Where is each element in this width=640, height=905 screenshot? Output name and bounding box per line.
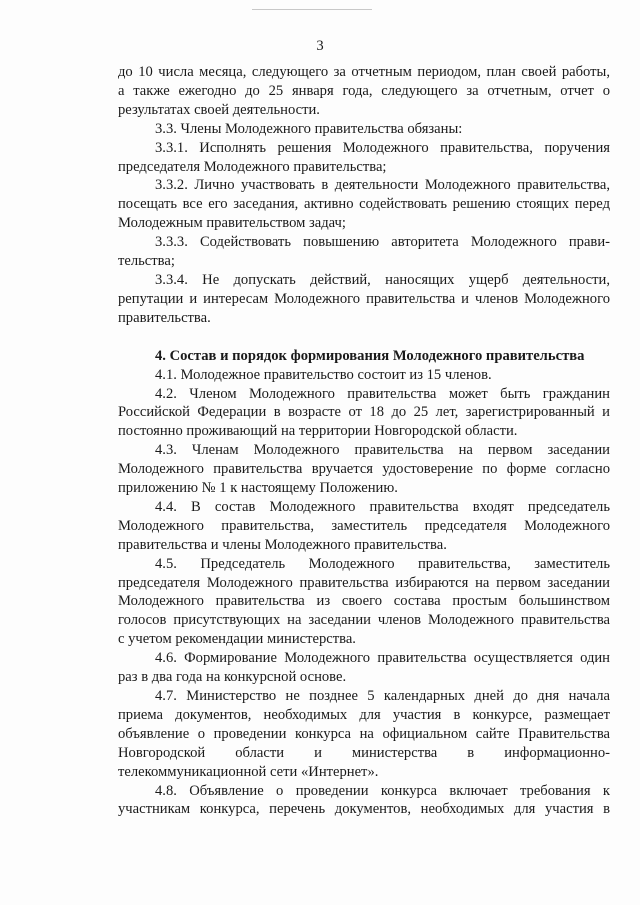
text-line: раз в два года на конкурсной основе. bbox=[118, 669, 347, 686]
text-line: объявление о проведении конкурса на официальном сайте Правительства bbox=[118, 725, 610, 742]
text-line: Российской Федерации в возрасте от 18 до 25 лет, зарегистрированный и bbox=[118, 404, 610, 421]
text-line: Молодежного правительства, заместитель председателя Молодежного bbox=[118, 517, 610, 534]
clause-4-3: 4.3. Членам Молодежного правительства на первом заседании bbox=[155, 442, 610, 459]
text-line: с учетом рекомендации министерства. bbox=[118, 631, 356, 648]
text-line: репутации и интересам Молодежного правительства и членов Молодежного bbox=[118, 290, 610, 307]
text-line: тельства; bbox=[118, 253, 175, 270]
section-4-heading: 4. Состав и порядок формирования Молодежного правительства bbox=[155, 347, 585, 364]
clause-4-4: 4.4. В состав Молодежного правительства входят председатель bbox=[155, 498, 610, 515]
text-line: до 10 числа месяца, следующего за отчетным периодом, план своей работы, bbox=[118, 64, 610, 80]
text-line: Молодежным правительством задач; bbox=[118, 215, 346, 232]
text-line: голосов присутствующих на заседании членов Молодежного правительства bbox=[118, 612, 610, 629]
clause-3-3-1: 3.3.1. Исполнять решения Молодежного правительства, поручения bbox=[155, 139, 610, 156]
text-line: Молодежного правительства из своего состава простым большинством bbox=[118, 593, 610, 610]
text-line: посещать все его заседания, активно содействовать решению стоящих перед bbox=[118, 196, 610, 213]
page-number: 3 bbox=[316, 38, 324, 54]
text-line: а также ежегодно до 25 января года, следующего за отчетным, отчет о bbox=[118, 82, 610, 99]
text-line: председателя Молодежного правительства; bbox=[118, 158, 387, 175]
clause-3-3-3: 3.3.3. Содействовать повышению авторитета Молодежного прави- bbox=[155, 234, 610, 251]
text-line: Новгородской области и министерства в информационно- bbox=[118, 744, 610, 761]
clause-4-1: 4.1. Молодежное правительство состоит из 15 членов. bbox=[155, 366, 492, 383]
clause-4-5: 4.5. Председатель Молодежного правительства, заместитель bbox=[155, 555, 610, 572]
text-line: приложению № 1 к настоящему Положению. bbox=[118, 480, 398, 497]
text-line: телекоммуникационной сети «Интернет». bbox=[118, 763, 379, 780]
text-line: правительства и члены Молодежного правительства. bbox=[118, 536, 447, 553]
text-line: приема документов, необходимых для участия в конкурсе, размещает bbox=[118, 706, 610, 723]
text-line: постоянно проживающий на территории Новгородской области. bbox=[118, 423, 518, 440]
text-line: председателя Молодежного правительства избираются на первом заседании bbox=[118, 574, 610, 591]
clause-4-6: 4.6. Формирование Молодежного правительства осуществляется один bbox=[155, 650, 610, 667]
text-line: участникам конкурса, перечень документов, необходимых для участия в bbox=[118, 801, 610, 818]
clause-3-3: 3.3. Члены Молодежного правительства обязаны: bbox=[155, 120, 463, 137]
clause-4-8: 4.8. Объявление о проведении конкурса включает требования к bbox=[155, 782, 610, 799]
text-line: Молодежного правительства вручается удостоверение по форме согласно bbox=[118, 461, 610, 478]
clause-3-3-4: 3.3.4. Не допускать действий, наносящих ущерб деятельности, bbox=[155, 271, 610, 288]
clause-3-3-2: 3.3.2. Лично участвовать в деятельности Молодежного правительства, bbox=[155, 177, 610, 194]
text-line: правительства. bbox=[118, 309, 211, 326]
document-body bbox=[118, 63, 610, 819]
top-divider bbox=[252, 9, 372, 10]
clause-4-7: 4.7. Министерство не позднее 5 календарных дней до дня начала bbox=[155, 688, 610, 704]
text-line: результатах своей деятельности. bbox=[118, 101, 320, 118]
clause-4-2: 4.2. Членом Молодежного правительства может быть гражданин bbox=[155, 385, 610, 402]
